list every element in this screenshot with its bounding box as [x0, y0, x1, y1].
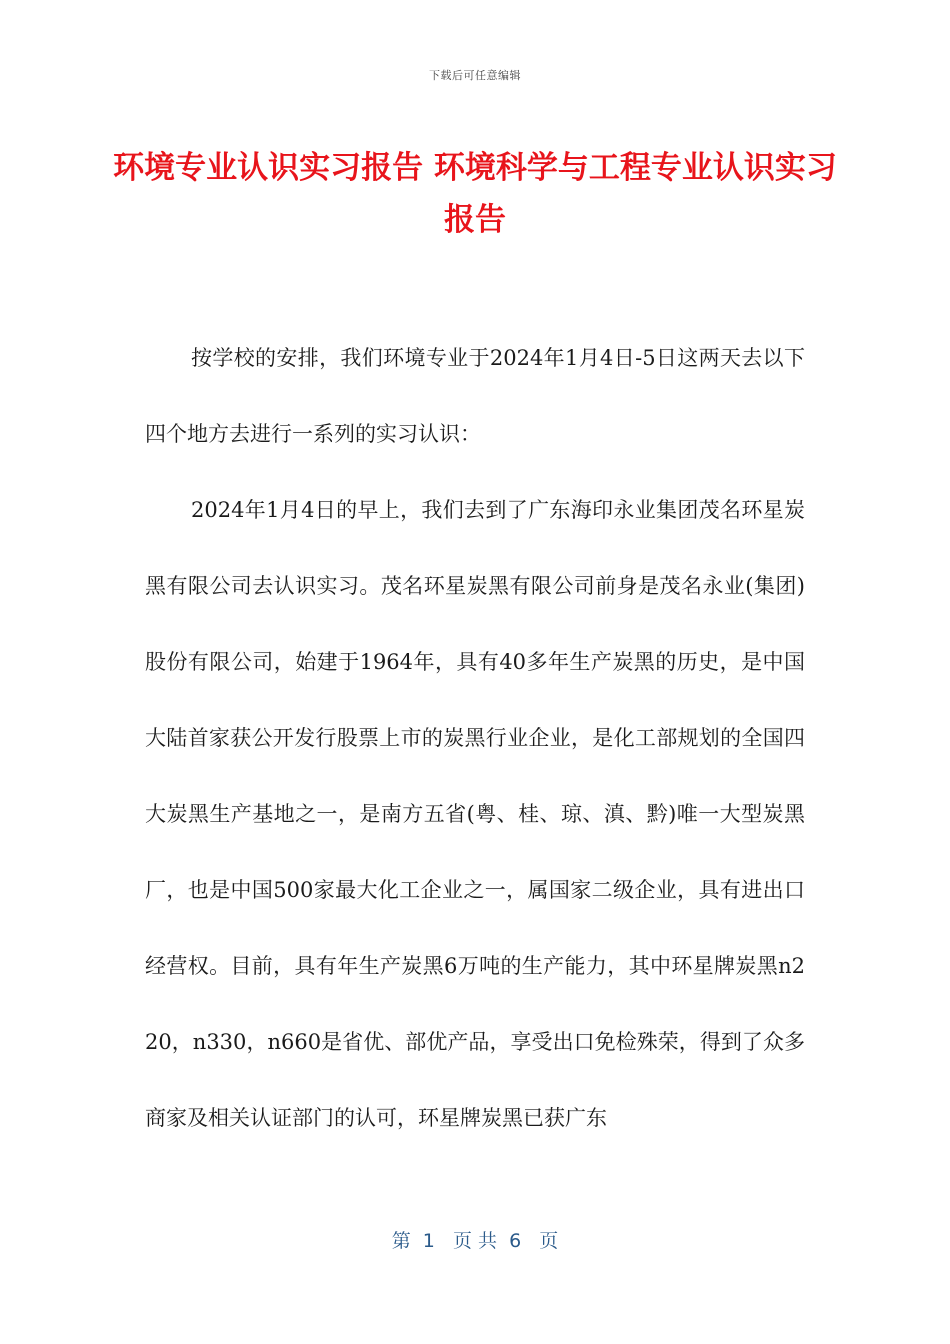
document-title: 环境专业认识实习报告 环境科学与工程专业认识实习报告 — [113, 150, 837, 238]
header-note: 下载后可任意编辑 — [429, 69, 521, 82]
body-paragraph-1: 按学校的安排，我们环境专业于2024年1月4日-5日这两天去以下四个地方去进行一系列的实习认识： — [145, 346, 805, 446]
document-body — [145, 320, 805, 1156]
page-number-footer: 第 1 页 共 6 页 — [391, 1230, 559, 1252]
body-paragraph-2: 2024年1月4日的早上，我们去到了广东海印永业集团茂名环星炭黑有限公司去认识实习。茂名环星炭黑有限公司前身是茂名永业(集团)股份有限公司，始建于1964年，具有40多年生产炭黑的历史，是中国大陆首家获公开发行股票上市的炭黑行业企业，是化工部规划的全国四大炭黑生产基地之一，是南方五省(粤、桂、琼、滇、黔)唯一大型炭黑厂，也是中国500家最大化工企业之一，属国家二级企业，具有进出口经营权。目前，具有年生产炭黑6万吨的生产能力，其中环星牌炭黑n220，n330，n660是省优、部优产品，享受出口免检殊荣，得到了众多商家及相关认证部门的认可，环星牌炭黑已获广东 — [145, 498, 805, 1130]
